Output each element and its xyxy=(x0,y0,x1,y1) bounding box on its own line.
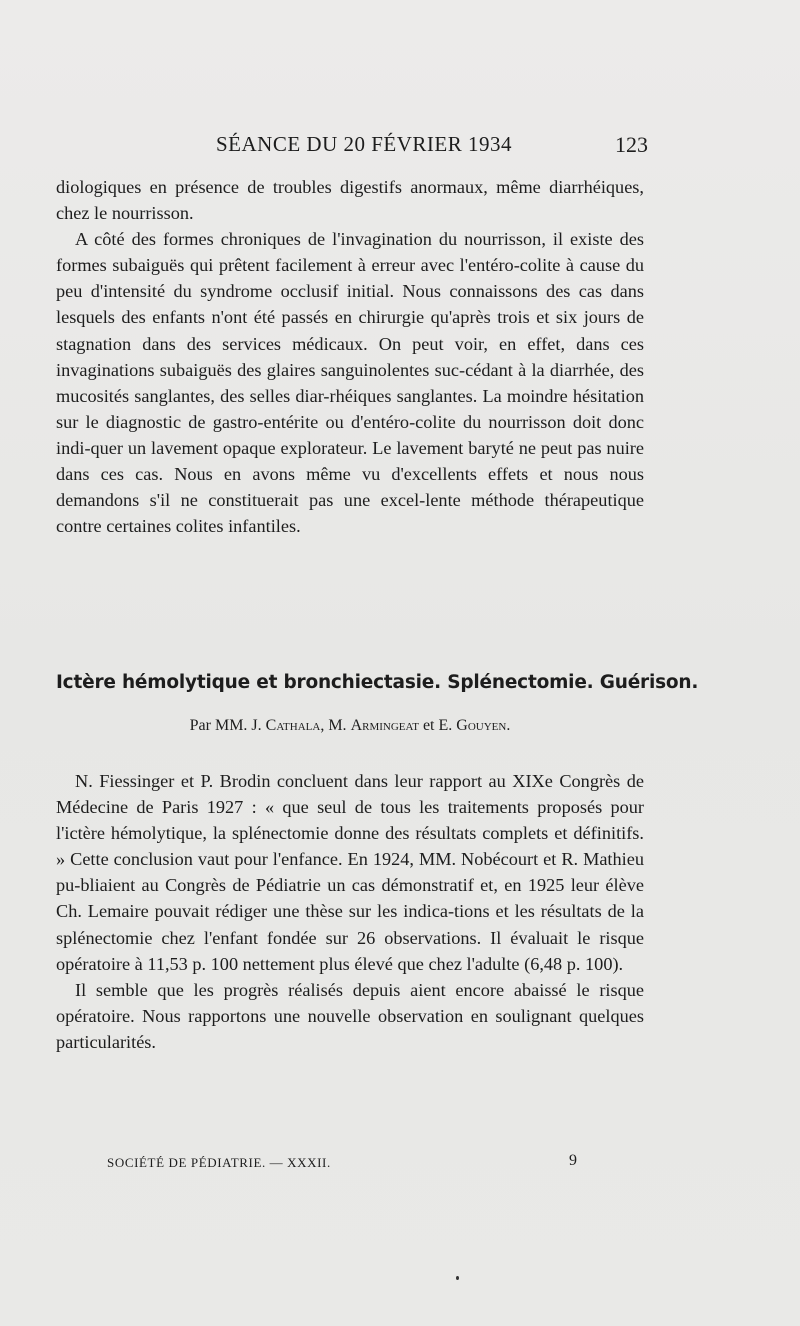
paragraph-invagination: A côté des formes chroniques de l'invagination du nourrisson, il existe des formes subaiguës qui prêtent facilement à erreur avec l'entéro-colite à cause du peu d'intensité du syndrome occlusif initial. Nous connaissons des cas dans lesquels des enfants n'ont été passés en chirurgie qu'après trois et six jours de stagnation dans des services médicaux. On peut voir, en effet, dans ces invaginations subaiguës des glaires sanguinolentes suc-cédant à la diarrhée, des mucosités sanglantes, des selles diar-rhéiques sanglantes. La moindre hésitation sur le diagnostic de gastro-entérite ou d'entéro-colite du nourrisson doit donc indi-quer un lavement opaque explorateur. Le lavement baryté ne peut pas nuire dans ces cas. Nous en avons même vu d'excellents effets et nous nous demandons s'il ne constituerait pas une excel-lente méthode thérapeutique contre certaines colites infantiles. xyxy=(56,229,644,537)
author-armingeat: Armingeat xyxy=(350,717,419,734)
author-initial-e: E. xyxy=(438,717,457,734)
author-cathala: Cathala xyxy=(265,717,321,734)
paragraph-continuation: diologiques en présence de troubles digestifs anormaux, même diarrhéiques, chez le nourrisson. xyxy=(56,177,644,224)
authors-prefix: Par MM. J. xyxy=(189,717,266,734)
continued-section xyxy=(56,174,644,539)
article-authors: Par MM. J. Cathala, M. Armingeat et E. Gouyen. xyxy=(189,717,511,734)
author-initial-m: M. xyxy=(328,717,351,734)
paragraph-fiessinger: N. Fiessinger et P. Brodin concluent dans leur rapport au XIXe Congrès de Médecine de Paris 1927 : « que seul de tous les traitements proposés pour l'ictère hémolytique, la splénectomie donne des résultats complets et définitifs. » Cette conclusion vaut pour l'enfance. En 1924, MM. Nobécourt et R. Mathieu pu-bliaient au Congrès de Pédiatrie un cas démonstratif et, en 1925 leur élève Ch. Lemaire pouvait rédiger une thèse sur les indica-tions et les résultats de la splénectomie chez l'enfant fondée sur 26 observations. Il évaluait le risque opératoire à 11,53 p. 100 nettement plus élevé que chez l'adulte (6,48 p. 100). xyxy=(56,771,644,974)
page-header xyxy=(56,132,648,162)
scan-speck xyxy=(456,1276,459,1280)
author-gouyen: Gouyen xyxy=(456,717,507,734)
page-number: 123 xyxy=(615,132,648,157)
running-head: SÉANCE DU 20 FÉVRIER 1934 xyxy=(216,132,513,156)
article-body xyxy=(56,768,644,1055)
journal-footer: SOCIÉTÉ DE PÉDIATRIE. — XXXII. xyxy=(107,1155,331,1170)
article-title: Ictère hémolytique et bronchiectasie. Splénectomie. Guérison. xyxy=(56,672,699,693)
signature-mark: 9 xyxy=(569,1152,577,1169)
paragraph-progres: Il semble que les progrès réalisés depuis aient encore abaissé le risque opératoire. Nous rapportons une nouvelle observation en soulignant quelques particularités. xyxy=(56,979,644,1052)
